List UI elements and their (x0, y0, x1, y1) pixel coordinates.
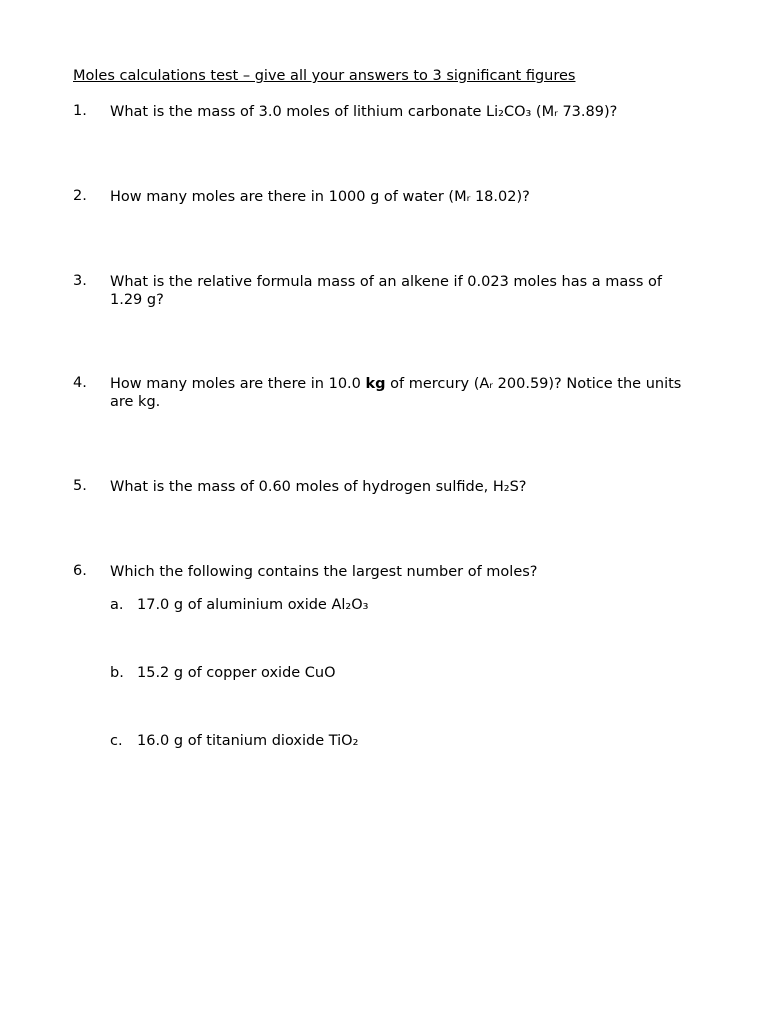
question-3 (73, 273, 693, 309)
unit-emphasis: kg (365, 376, 386, 392)
question-number: 4. (73, 375, 87, 391)
question-text: What is the mass of 0.60 moles of hydrogen sulfide, H₂S? (110, 479, 527, 495)
question-text: What is the relative formula mass of an alkene if 0.023 moles has a mass of 1.29 g? (110, 274, 662, 308)
question-text: How many moles are there in 1000 g of water (Mᵣ 18.02)? (110, 189, 530, 205)
option-text: 15.2 g of copper oxide CuO (137, 665, 336, 681)
option-text: 16.0 g of titanium dioxide TiO₂ (137, 733, 359, 749)
option-b (110, 665, 336, 681)
option-letter: c. (110, 733, 123, 749)
question-number: 5. (73, 478, 87, 494)
option-c (110, 733, 358, 749)
question-text: What is the mass of 3.0 moles of lithium carbonate Li₂CO₃ (Mᵣ 73.89)? (110, 104, 618, 120)
question-2 (73, 188, 693, 206)
question-number: 3. (73, 273, 87, 289)
question-number: 6. (73, 563, 87, 579)
question-5 (73, 478, 693, 496)
page-title: Moles calculations test – give all your answers to 3 significant figures (73, 68, 576, 84)
question-number: 1. (73, 103, 87, 119)
option-letter: b. (110, 665, 124, 681)
option-a (110, 597, 368, 613)
option-text: 17.0 g of aluminium oxide Al₂O₃ (137, 597, 369, 613)
question-1 (73, 103, 693, 121)
question-4 (73, 375, 693, 411)
question-6 (73, 563, 693, 581)
question-text: How many moles are there in 10.0 kg of mercury (Aᵣ 200.59)? Notice the units are kg. (110, 376, 682, 410)
option-letter: a. (110, 597, 124, 613)
question-text: Which the following contains the largest number of moles? (110, 564, 538, 580)
question-number: 2. (73, 188, 87, 204)
